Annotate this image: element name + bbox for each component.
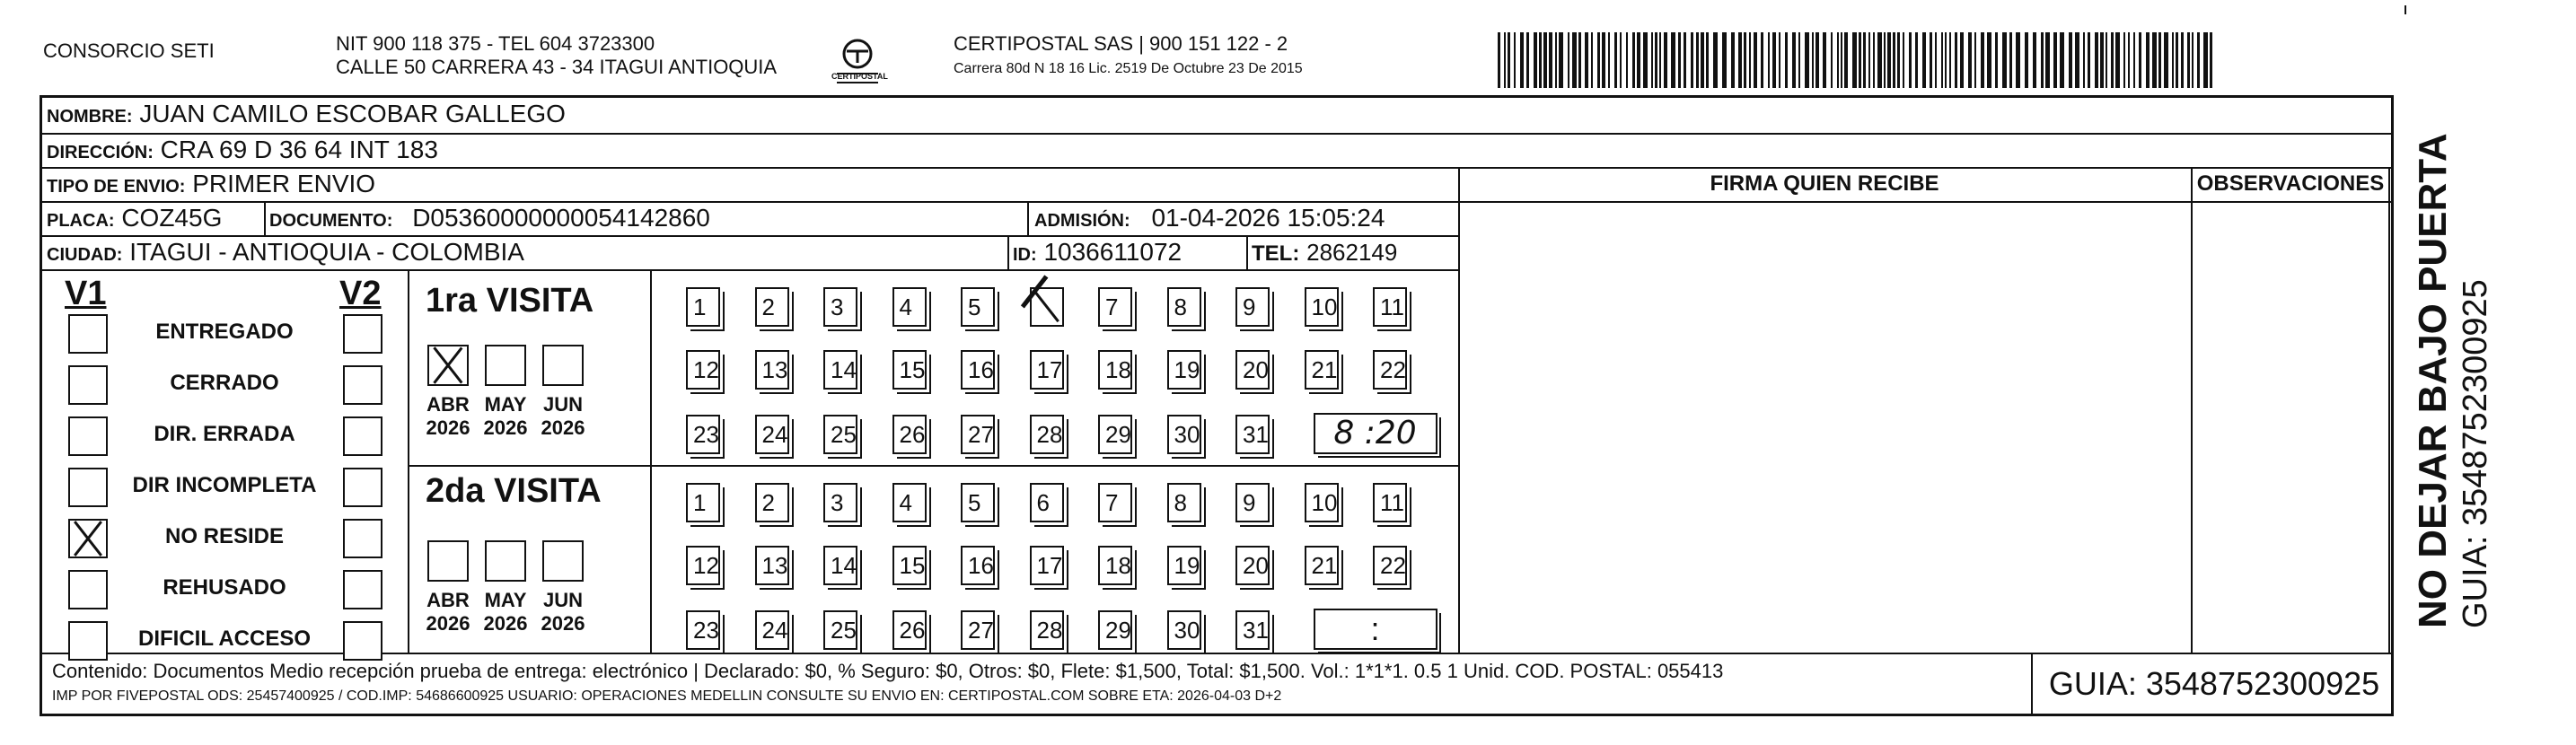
v2-checkbox[interactable] [343, 416, 382, 456]
first-day-box[interactable]: 31 [1235, 415, 1270, 454]
placa-label: PLACA: [47, 211, 115, 231]
divider [408, 465, 1458, 467]
second-day-box[interactable]: 21 [1305, 546, 1339, 585]
second-day-box[interactable]: 17 [1030, 546, 1064, 585]
barcode [1498, 32, 2216, 88]
documento-label: DOCUMENTO: [269, 211, 393, 231]
status-label: DIR. ERRADA [154, 422, 295, 446]
first-month-checkbox[interactable] [485, 345, 526, 386]
first-day-box[interactable]: 8 [1167, 287, 1201, 327]
first-month-label [418, 393, 478, 440]
second-day-box[interactable]: 31 [1235, 610, 1270, 650]
first-month-checkbox[interactable] [542, 345, 584, 386]
divider [408, 269, 409, 653]
divider [650, 269, 652, 653]
second-day-box[interactable]: 4 [892, 483, 927, 522]
status-label: DIR INCOMPLETA [132, 473, 317, 497]
second-month-checkbox[interactable] [485, 540, 526, 582]
divider [1007, 235, 1009, 269]
contenido-line: Contenido: Documentos Medio recepción prueba de entrega: electrónico | Declarado: $0, % Seguro: $0, Otros: $0, Flete: $1,500, Total: $1,500. Vol.: 1*1*1. 0.5 1 Unid. COD. POSTAL: 055413 [52, 660, 1724, 682]
id-value: 1036611072 [1043, 238, 1182, 266]
first-day-box[interactable]: 16 [961, 350, 995, 390]
first-day-box[interactable]: 28 [1030, 415, 1064, 454]
month-name: JUN [542, 393, 583, 416]
month-name: MAY [484, 589, 527, 611]
month-year: 2026 [426, 612, 470, 635]
first-day-box[interactable]: 21 [1305, 350, 1339, 390]
first-day-box[interactable]: 13 [755, 350, 789, 390]
v1-checkbox[interactable] [68, 314, 108, 354]
ciudad-value: ITAGUI - ANTIOQUIA - COLOMBIA [129, 238, 524, 266]
observaciones-header: OBSERVACIONES [2196, 171, 2385, 196]
first-day-box[interactable]: 23 [686, 415, 720, 454]
status-label: NO RESIDE [164, 524, 285, 548]
first-day-box[interactable]: 4 [892, 287, 927, 327]
firma-header: FIRMA QUIEN RECIBE [1710, 171, 1939, 196]
first-day-box[interactable]: 27 [961, 415, 995, 454]
second-day-box[interactable]: 12 [686, 546, 720, 585]
first-day-box[interactable]: 11 [1373, 287, 1407, 327]
second-day-box[interactable]: 6 [1030, 483, 1064, 522]
direccion-value: CRA 69 D 36 64 INT 183 [160, 136, 438, 163]
nombre-label: NOMBRE: [47, 107, 133, 127]
v1-checkbox[interactable] [68, 519, 108, 558]
first-day-box[interactable]: 18 [1098, 350, 1132, 390]
v2-checkbox[interactable] [343, 365, 382, 405]
second-day-box[interactable]: 16 [961, 546, 995, 585]
v1-checkbox[interactable] [68, 468, 108, 507]
certipostal-license: Carrera 80d N 18 16 Lic. 2519 De Octubre 23 De 2015 [954, 61, 1303, 76]
second-day-box[interactable]: 11 [1373, 483, 1407, 522]
second-time-box[interactable]: : [1314, 609, 1437, 650]
status-label: ENTREGADO [155, 320, 294, 344]
status-label: DIFICIL ACCESO [137, 627, 311, 651]
ciudad-row [47, 237, 524, 270]
first-time-box[interactable]: 8 :20 [1314, 413, 1437, 454]
side-warning: NO DEJAR BAJO PUERTA [2411, 133, 2455, 628]
logo-text: CERTIPOSTAL [831, 72, 888, 81]
v1-heading: V1 [65, 275, 107, 312]
first-day-box[interactable]: 20 [1235, 350, 1270, 390]
nombre-value: JUAN CAMILO ESCOBAR GALLEGO [139, 100, 566, 127]
side-text [2411, 133, 2495, 628]
second-day-box[interactable]: 22 [1373, 546, 1407, 585]
first-day-box[interactable]: 25 [823, 415, 857, 454]
placa-row [47, 203, 222, 236]
divider [1027, 201, 1029, 235]
tipo-value: PRIMER ENVIO [192, 170, 376, 197]
divider [1458, 167, 1460, 653]
second-day-box[interactable]: 19 [1167, 546, 1201, 585]
second-day-box[interactable]: 3 [823, 483, 857, 522]
v2-checkbox[interactable] [343, 314, 382, 354]
first-day-box[interactable]: 17 [1030, 350, 1064, 390]
divider [2031, 653, 2033, 716]
first-day-box[interactable]: 29 [1098, 415, 1132, 454]
v1-checkbox[interactable] [68, 416, 108, 456]
second-day-box[interactable]: 26 [892, 610, 927, 650]
divider [40, 653, 2394, 654]
first-day-box[interactable]: 10 [1305, 287, 1339, 327]
first-day-box[interactable]: 12 [686, 350, 720, 390]
first-day-box[interactable]: 24 [755, 415, 789, 454]
second-visit-title: 2da VISITA [426, 472, 602, 510]
first-day-box[interactable]: 1 [686, 287, 720, 327]
first-day-box[interactable]: 15 [892, 350, 927, 390]
first-day-box[interactable]: 26 [892, 415, 927, 454]
divider [2191, 167, 2193, 653]
first-month-checkbox[interactable] [427, 345, 469, 386]
first-day-box[interactable] [1030, 287, 1064, 327]
month-year: 2026 [426, 416, 470, 439]
second-day-box[interactable]: 27 [961, 610, 995, 650]
first-visit-title: 1ra VISITA [426, 282, 594, 320]
v2-checkbox[interactable] [343, 570, 382, 609]
second-day-box[interactable]: 1 [686, 483, 720, 522]
second-day-box[interactable]: 5 [961, 483, 995, 522]
second-day-box[interactable]: 8 [1167, 483, 1201, 522]
second-day-box[interactable]: 15 [892, 546, 927, 585]
corner-mark [2405, 5, 2406, 14]
side-guia: GUIA: 3548752300925 [2457, 279, 2494, 628]
v1-checkbox[interactable] [68, 621, 108, 661]
certipostal-logo [831, 36, 888, 88]
imp-line: IMP POR FIVEPOSTAL ODS: 25457400925 / COD.IMP: 54686600925 USUARIO: OPERACIONES MEDELLIN CONSULTE SU ENVIO EN: CERTIPOSTAL.COM SOBRE ETA: 2026-04-03 D+2 [52, 688, 1282, 704]
id-row [1013, 237, 1182, 270]
tel-row [1252, 237, 1397, 269]
month-name: JUN [542, 589, 583, 611]
v2-checkbox[interactable] [343, 621, 382, 661]
month-year: 2026 [541, 612, 585, 635]
month-name: MAY [484, 393, 527, 416]
ciudad-label: CIUDAD: [47, 245, 123, 265]
admision-value: 01-04-2026 15:05:24 [1151, 204, 1385, 232]
first-day-box[interactable]: 14 [823, 350, 857, 390]
tel-label: TEL: [1252, 241, 1300, 266]
month-year: 2026 [483, 612, 528, 635]
second-day-box[interactable]: 10 [1305, 483, 1339, 522]
second-month-checkbox[interactable] [427, 540, 469, 582]
v1-checkbox[interactable] [68, 570, 108, 609]
second-day-box[interactable]: 30 [1167, 610, 1201, 650]
second-month-checkbox[interactable] [542, 540, 584, 582]
tipo-label: TIPO DE ENVIO: [47, 177, 186, 197]
tipo-row [47, 169, 375, 202]
footer-guia: GUIA: 3548752300925 [2048, 665, 2380, 702]
first-day-box[interactable]: 3 [823, 287, 857, 327]
second-month-label [418, 589, 478, 635]
placa-value: COZ45G [121, 204, 223, 232]
month-year: 2026 [483, 416, 528, 439]
first-day-box[interactable]: 30 [1167, 415, 1201, 454]
second-day-box[interactable]: 24 [755, 610, 789, 650]
second-day-box[interactable]: 20 [1235, 546, 1270, 585]
v2-checkbox[interactable] [343, 468, 382, 507]
nombre-row [47, 99, 566, 132]
second-day-box[interactable]: 18 [1098, 546, 1132, 585]
second-day-box[interactable]: 25 [823, 610, 857, 650]
direccion-row [47, 135, 438, 168]
second-month-label [476, 589, 535, 635]
certipostal-line: CERTIPOSTAL SAS | 900 151 122 - 2 [954, 32, 1288, 55]
second-day-box[interactable]: 14 [823, 546, 857, 585]
second-day-box[interactable]: 23 [686, 610, 720, 650]
second-month-label [533, 589, 593, 635]
v1-checkbox[interactable] [68, 365, 108, 405]
divider [2388, 167, 2390, 653]
divider [264, 201, 266, 235]
admision-label: ADMISIÓN: [1034, 211, 1130, 231]
company-name: CONSORCIO SETI [43, 39, 215, 62]
first-day-box[interactable]: 22 [1373, 350, 1407, 390]
nit-line: NIT 900 118 375 - TEL 604 3723300 [336, 32, 655, 55]
second-day-box[interactable]: 29 [1098, 610, 1132, 650]
month-name: ABR [426, 589, 470, 611]
second-day-box[interactable]: 28 [1030, 610, 1064, 650]
first-day-box[interactable]: 19 [1167, 350, 1201, 390]
second-day-box[interactable]: 2 [755, 483, 789, 522]
admision-row [1034, 203, 1385, 236]
month-name: ABR [426, 393, 470, 416]
first-day-box[interactable]: 2 [755, 287, 789, 327]
v2-heading: V2 [339, 275, 382, 312]
second-day-box[interactable]: 7 [1098, 483, 1132, 522]
address-line: CALLE 50 CARRERA 43 - 34 ITAGUI ANTIOQUIA [336, 56, 778, 78]
documento-row [269, 203, 710, 236]
second-day-box[interactable]: 13 [755, 546, 789, 585]
documento-value: D05360000000054142860 [412, 204, 710, 232]
v2-checkbox[interactable] [343, 519, 382, 558]
direccion-label: DIRECCIÓN: [47, 143, 154, 162]
first-day-box[interactable]: 9 [1235, 287, 1270, 327]
first-day-box[interactable]: 5 [961, 287, 995, 327]
first-month-label [533, 393, 593, 440]
second-day-box[interactable]: 9 [1235, 483, 1270, 522]
month-year: 2026 [541, 416, 585, 439]
id-label: ID: [1013, 245, 1037, 265]
status-label: CERRADO [170, 371, 279, 395]
status-label: REHUSADO [163, 575, 286, 600]
tel-value: 2862149 [1306, 239, 1398, 266]
first-month-label [476, 393, 535, 440]
first-day-box[interactable]: 7 [1098, 287, 1132, 327]
divider [1246, 235, 1248, 269]
